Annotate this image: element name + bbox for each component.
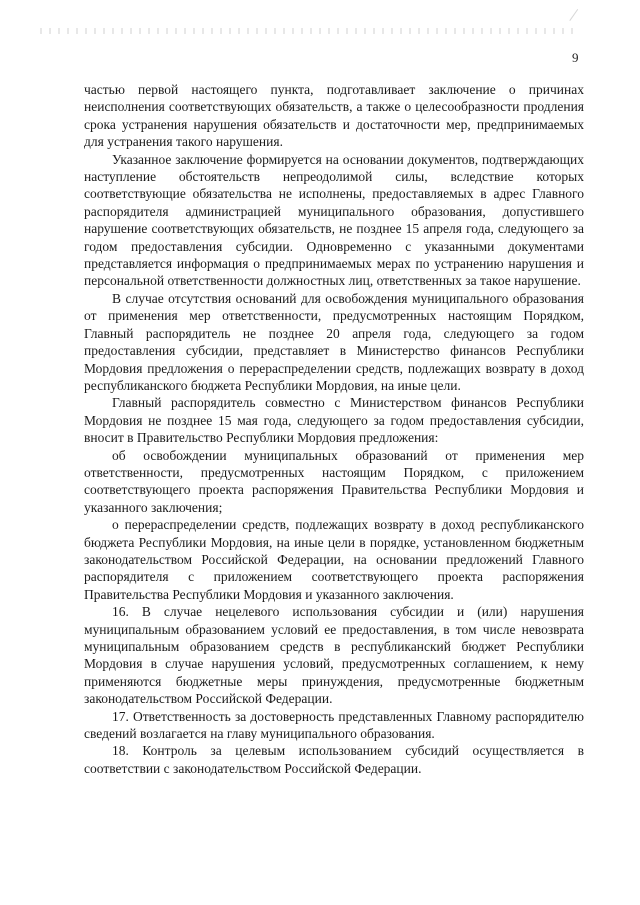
- paragraph-clause-16: 16. В случае нецелевого использования субсидии и (или) нарушения муниципальным образованием условий ее предоставления, в том числе невозврата муниципальным образованием средств в республиканский бюджет Республики Мордовия в случае нарушения условий, предусмотренных соглашением, к нему применяются бюджетные меры принуждения, предусмотренные бюджетным законодательством Российской Федерации.: [84, 604, 584, 707]
- paragraph-clause-18: 18. Контроль за целевым использованием субсидий осуществляется в соответствии с законодательством Российской Федерации.: [84, 743, 584, 776]
- paragraph-conclusion-basis: Указанное заключение формируется на основании документов, подтверждающих наступление обстоятельств непреодолимой силы, вследствие которых соответствующие обязательства не исполнены, предоставляемых в адрес Главного распорядителя администрацией муниципального образования, допустившего нарушение соответствующих обязательств, не позднее 15 апреля года, следующего за годом предоставления субсидии. Одновременно с указанными документами представляется информация о предпринимаемых мерах по устранению нарушения и персональной ответственности должностных лиц, ответственных за такое нарушение.: [84, 151, 584, 289]
- paragraph-continuation: частью первой настоящего пункта, подготавливает заключение о причинах неисполнения соответствующих обязательств, а также о целесообразности продления срока устранения нарушения обязательств и достаточности мер, предпринимаемых для устранения такого нарушения.: [84, 82, 584, 150]
- document-body: [84, 81, 584, 777]
- paragraph-clause-17: 17. Ответственность за достоверность представленных Главному распорядителю сведений возлагается на главу муниципального образования.: [84, 708, 584, 742]
- corner-mark: [569, 9, 589, 29]
- paragraph-proposals-intro: Главный распорядитель совместно с Министерством финансов Республики Мордовия не позднее 15 мая года, следующего за годом предоставления субсидии, вносит в Правительство Республики Мордовия предложения:: [84, 395, 584, 446]
- page-number: 9: [572, 50, 579, 65]
- scan-noise: [40, 28, 580, 34]
- paragraph-proposal-redistribution: о перераспределении средств, подлежащих возврату в доход республиканского бюджета Республики Мордовия, на иные цели в порядке, установленном бюджетным законодательством Российской Федерации, на основании предложений Главного распорядителя с приложением соответствующего проекта распоряжения Правительства Республики Мордовия и указанного заключения.: [84, 517, 584, 602]
- paragraph-no-exemption: В случае отсутствия оснований для освобождения муниципального образования от применения мер ответственности, предусмотренных настоящим Порядком, Главный распорядитель не позднее 20 апреля года, следующего за годом предоставления субсидии, представляет в Министерство финансов Республики Мордовия предложения о перераспределении средств, подлежащих возврату в доход республиканского бюджета Республики Мордовия, на иные цели.: [84, 290, 584, 393]
- paragraph-proposal-exemption: об освобождении муниципальных образований от применения мер ответственности, предусмотренных настоящим Порядком, с приложением соответствующего проекта распоряжения Правительства Республики Мордовия и указанного заключения;: [84, 447, 584, 515]
